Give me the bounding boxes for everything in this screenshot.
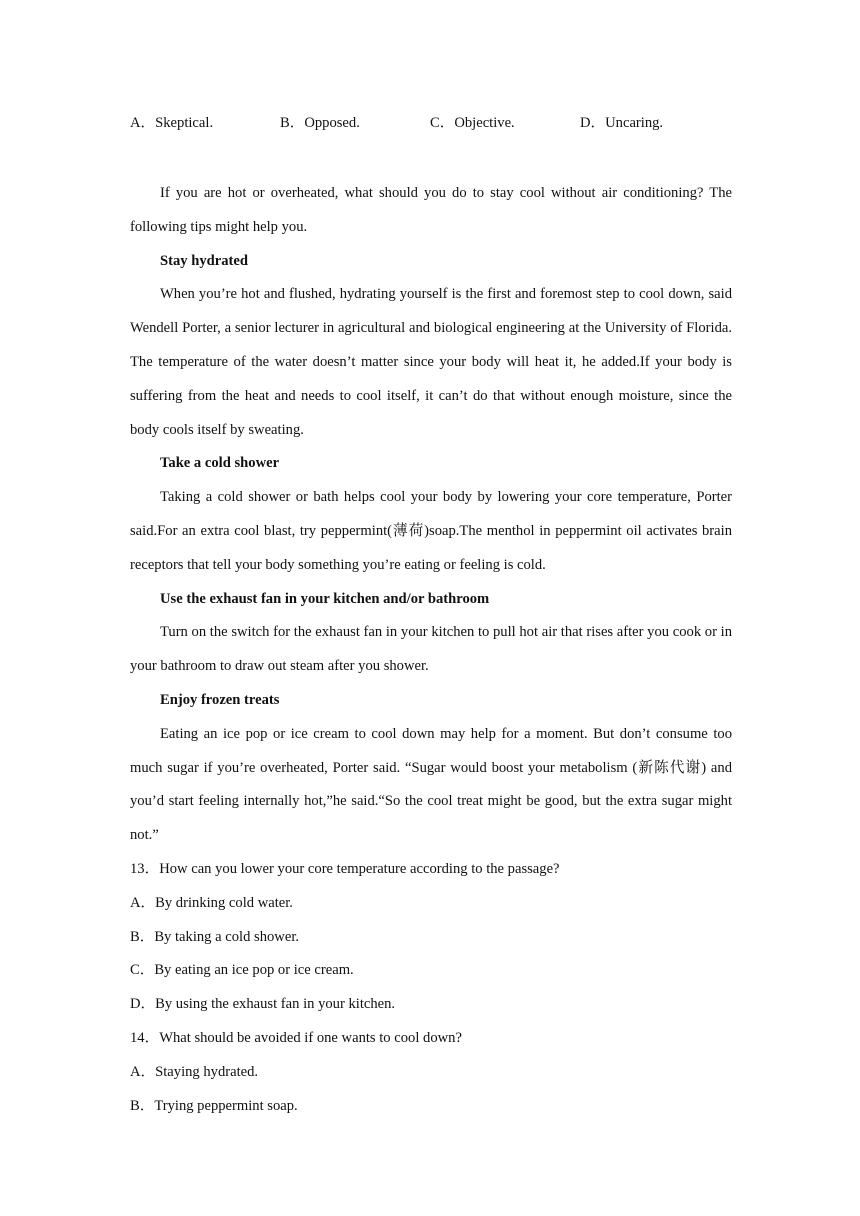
option-c: C．Objective. [430, 115, 515, 131]
question-13-option-b: B．By taking a cold shower. [130, 928, 300, 945]
intro-paragraph: If you are hot or overheated, what should you do to stay cool without air conditioning? The following tips might help you. [130, 185, 732, 235]
question-14-option-b: B．Trying peppermint soap. [130, 1097, 298, 1114]
section-body-shower: Taking a cold shower or bath helps cool your body by lowering your core temperature, Porter said.For an extra cool blast, try peppermint(薄荷)soap.The menthol in peppermint oil activates brain receptors that tell your body something you’re eating or feeling is cold. [130, 489, 732, 573]
section-heading-shower: Take a cold shower [160, 455, 280, 472]
reading-passage [130, 177, 732, 1123]
question-13-option-c: C．By eating an ice pop or ice cream. [130, 962, 354, 979]
option-a: A．Skeptical. [130, 115, 214, 131]
section-body-hydrated: When you’re hot and flushed, hydrating yourself is the first and foremost step to cool down, said Wendell Porter, a senior lecturer in agricultural and biological engineering at the University of Florida. The temperature of the water doesn’t matter since your body will heat it, he added.If your body is suffering from the heat and needs to cool itself, it can’t do that without enough moisture, since the body cools itself by sweating. [130, 286, 732, 438]
question-13-option-d: D．By using the exhaust fan in your kitchen. [130, 996, 396, 1013]
section-heading-frozen-treats: Enjoy frozen treats [160, 691, 280, 708]
option-b: B．Opposed. [280, 115, 360, 131]
section-heading-hydrated: Stay hydrated [160, 252, 248, 269]
section-body-exhaust-fan: Turn on the switch for the exhaust fan in your kitchen to pull hot air that rises after you cook or in your bathroom to draw out steam after you shower. [130, 624, 732, 675]
section-heading-exhaust-fan: Use the exhaust fan in your kitchen and/or bathroom [160, 590, 490, 607]
section-body-frozen-treats: Eating an ice pop or ice cream to cool down may help for a moment. But don’t consume too much sugar if you’re overheated, Porter said. “Sugar would boost your metabolism (新陈代谢) and you’d start feeling internally hot,”he said.“So the cool treat might be good, but the extra sugar might not.” [130, 725, 732, 844]
option-d: D．Uncaring. [580, 115, 664, 131]
previous-question-options [130, 112, 730, 134]
question-14-option-a: A．Staying hydrated. [130, 1063, 259, 1080]
question-13-option-a: A．By drinking cold water. [130, 894, 293, 911]
question-13-stem: 13．How can you lower your core temperature according to the passage? [130, 860, 560, 877]
question-14-stem: 14．What should be avoided if one wants to cool down? [130, 1029, 462, 1046]
